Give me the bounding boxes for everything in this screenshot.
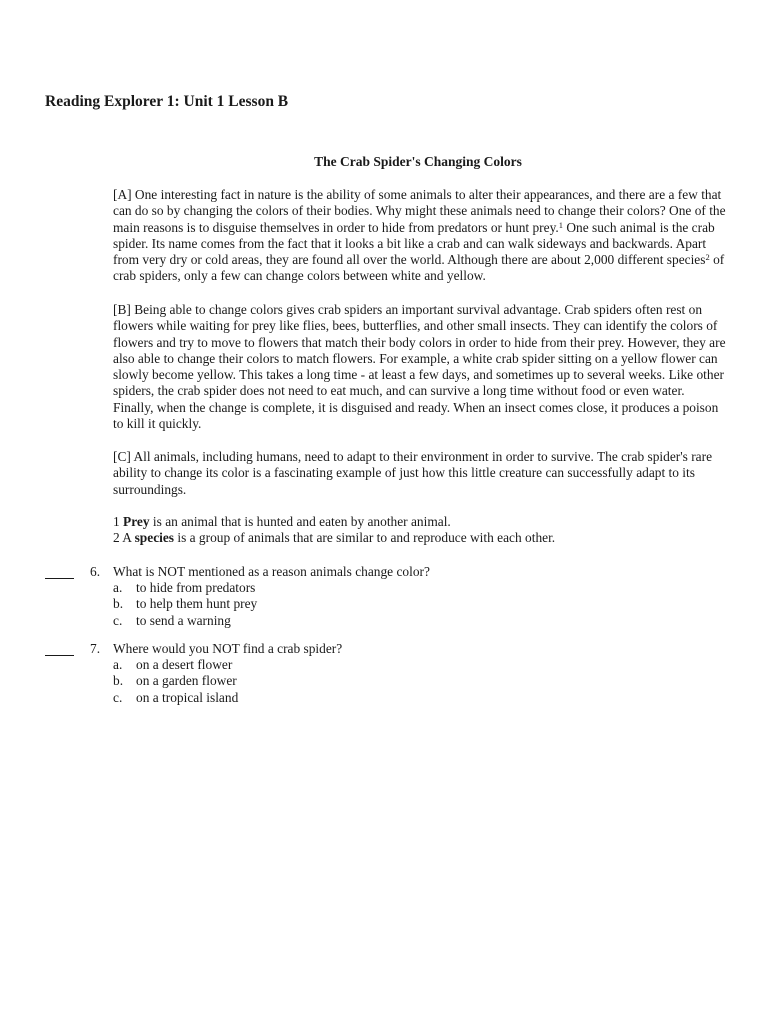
answer-options (113, 657, 238, 706)
paragraph-c: [C] All animals, including humans, need to adapt to their environment in order to survive. The crab spider's rare ability to change its color is a fascinating example of just how this little creature can successfully adapt to its surroundings. (113, 449, 713, 497)
option-letter: b. (113, 596, 124, 612)
answer-blank[interactable] (45, 564, 74, 579)
paragraph-a-text-1: [A] One interesting fact in nature is the ability of some animals to alter their appearances, and there are a few that can do so by changing the colors of their bodies. Why might these animals need to change their colors? One of the main reasons is to disguise themselves in order to hide from predators or hunt prey. (113, 187, 726, 235)
footnote-prefix: 1 (113, 514, 124, 529)
paragraph-a-text-3: of crab spiders, only a few can change colors between white and yellow. (113, 252, 725, 284)
paragraph-a-text-2: One such animal is the crab spider. Its name comes from the fact that it looks a bit like a crab and can walk sideways and backwards. Apart from very dry or cold areas, they are found all over the world. Although there are about 2,000 different species (113, 219, 715, 268)
paragraph-b: [B] Being able to change colors gives crab spiders an important survival advantage. Crab spiders often rest on flowers while waiting for prey like flies, bees, butterflies, and other small insects. They can identify the colors of flowers and try to move to flowers that match their body colors in order to hide from their prey. However, they are also able to change their colors to match flowers. For example, a white crab spider sitting on a yellow flower can slowly become yellow. This takes a long time - at least a few days, and sometimes up to several weeks. Like other spiders, the crab spider does not need to eat much, and can survive a long time without food or even water. Finally, when the change is complete, it is disguised and ready. When an insect comes close, it produces a poison to kill it quickly. (113, 302, 726, 432)
option-text: on a tropical island (136, 689, 239, 705)
option-text: to send a warning (136, 612, 231, 628)
paragraph-a (113, 187, 728, 285)
option-letter: c. (113, 689, 123, 705)
answer-options (113, 580, 257, 629)
option-letter: a. (113, 580, 123, 595)
footnote-term: Prey (123, 514, 150, 529)
answer-option (113, 580, 257, 596)
answer-option (113, 613, 257, 629)
answer-option (113, 690, 238, 706)
question-number: 7. (90, 641, 101, 656)
option-letter: a. (113, 657, 123, 672)
footnote-2 (113, 530, 728, 546)
footnote-ref-1: 1 (558, 219, 564, 230)
article-title: The Crab Spider's Changing Colors (314, 154, 522, 169)
answer-option (113, 673, 238, 689)
option-letter: c. (113, 612, 123, 628)
footnotes (113, 514, 728, 547)
option-text: to hide from predators (136, 580, 256, 595)
option-text: on a desert flower (136, 657, 233, 672)
option-text: on a garden flower (136, 673, 237, 689)
answer-option (113, 657, 238, 673)
answer-blank[interactable] (45, 641, 74, 656)
question-number: 6. (90, 564, 101, 579)
footnote-definition: is a group of animals that are similar to and reproduce with each other. (174, 530, 556, 546)
footnote-term: species (134, 530, 175, 546)
option-letter: b. (113, 673, 124, 689)
footnote-ref-2: 2 (705, 252, 710, 263)
question-text: What is NOT mentioned as a reason animals change color? (113, 564, 430, 579)
footnote-definition: is an animal that is hunted and eaten by another animal. (149, 514, 451, 529)
footnote-1 (113, 514, 728, 530)
question-text: Where would you NOT find a crab spider? (113, 641, 343, 656)
document-header: Reading Explorer 1: Unit 1 Lesson B (45, 93, 289, 110)
footnote-prefix: 2 A (113, 530, 135, 546)
option-text: to help them hunt prey (136, 596, 258, 612)
answer-option (113, 596, 257, 612)
